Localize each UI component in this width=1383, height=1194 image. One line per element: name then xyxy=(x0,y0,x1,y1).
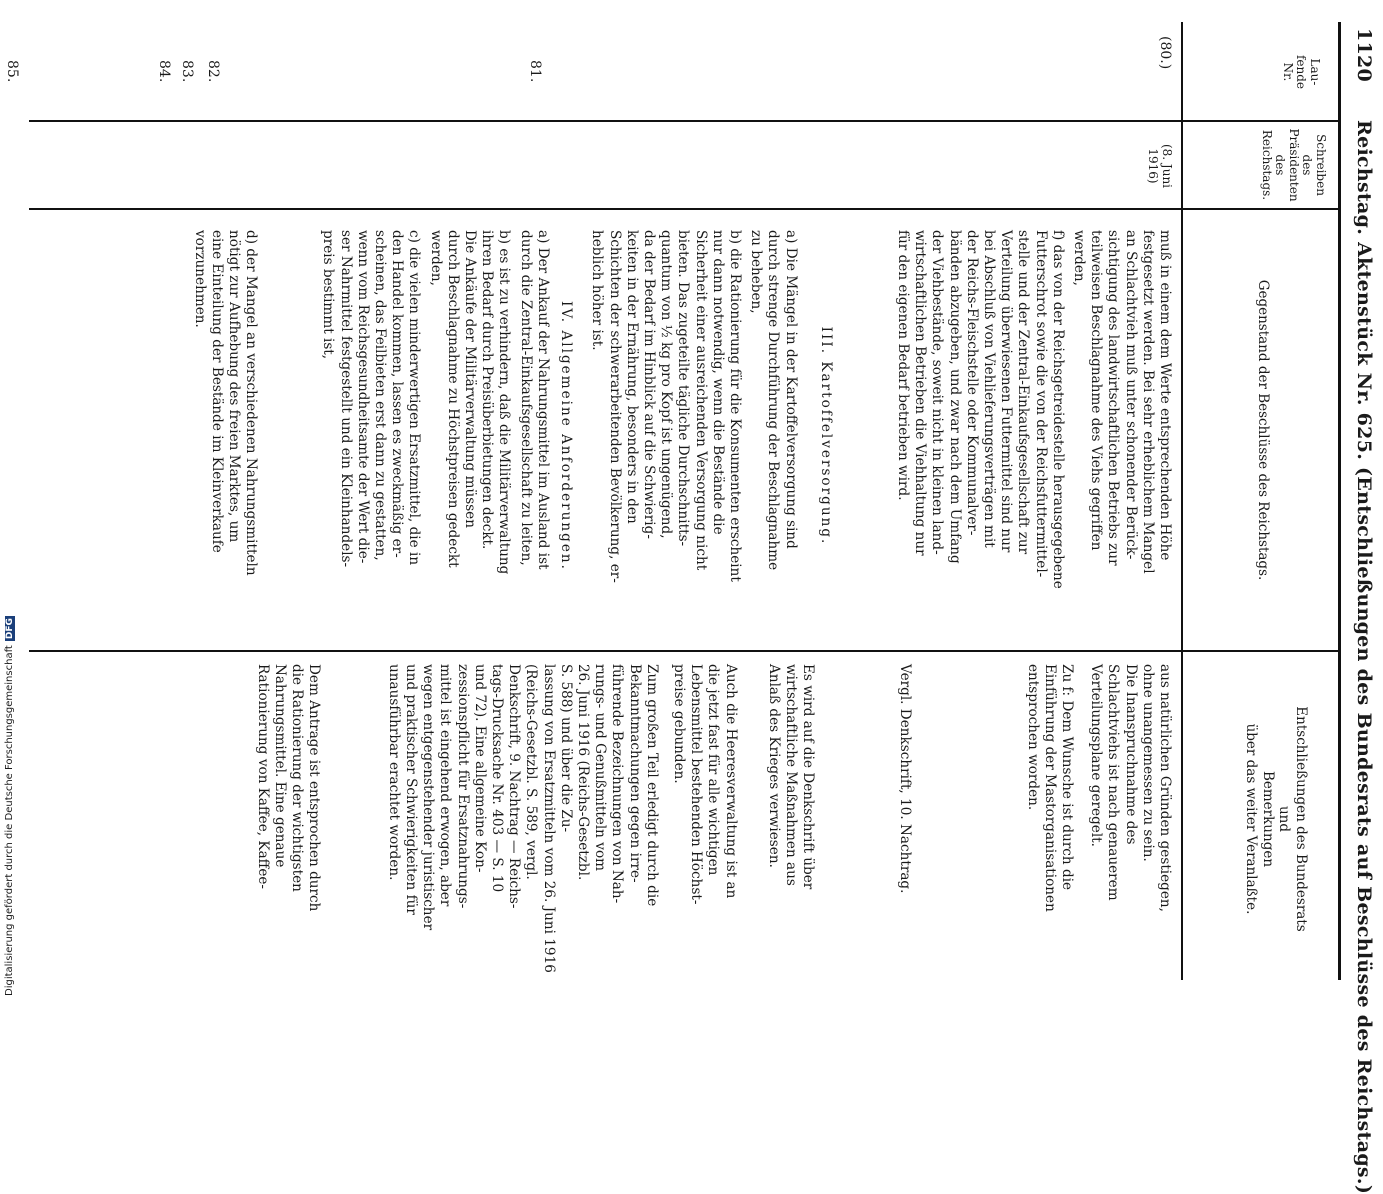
right-text-line: führende Bezeichnungen von Nah- xyxy=(609,664,626,904)
middle-text-line: teilweisen Beschlagnahme des Viehs gegriffen xyxy=(1088,230,1105,551)
table-header-rule xyxy=(1181,22,1183,980)
right-text-line: Dem Antrage ist entsprochen durch xyxy=(306,664,323,912)
middle-text-line: nötigt zur Aufhebung des freien Marktes, um xyxy=(226,230,243,543)
right-text-line: Einführung der Mastorganisationen xyxy=(1041,664,1058,912)
middle-text-line: heblich höher ist. xyxy=(589,230,606,351)
middle-text-line: bei Abschluß von Viehlieferungsverträgen mit xyxy=(980,230,997,548)
right-text-line: entsprochen worden. xyxy=(1024,664,1041,811)
right-text-line: tags-Drucksache Nr. 403 — S. 10 xyxy=(488,664,505,893)
dfg-credit: Digitalisierung gefördert durch die Deutsche ForschungsgemeinschaftDFG xyxy=(4,618,15,996)
row-date-80: (8. Juni 1916) xyxy=(1146,143,1174,189)
right-text-line: preise gebunden. xyxy=(670,664,687,784)
col-divider-3 xyxy=(29,650,1339,652)
right-text-line: Anlaß des Krieges verwiesen. xyxy=(765,664,782,868)
middle-text-line: b) die Rationierung für die Konsumenten erscheint xyxy=(726,230,743,582)
middle-text-line: f) das von der Reichsgetreidestelle herausgegebene xyxy=(1049,230,1066,589)
middle-text-line: Schichten der schwerarbeitenden Bevölkerung, er- xyxy=(606,230,623,583)
middle-text-line: sichtigung des landwirtschaftlichen Betriebs zur xyxy=(1105,230,1122,566)
middle-text-line: durch Beschlagnahme zu Höchstpreisen gedeckt xyxy=(444,230,461,568)
right-text-line: zessionspflicht für Ersatznahrungs- xyxy=(454,664,471,909)
middle-text-line: zu beheben, xyxy=(748,230,765,314)
right-text-line: rungs- und Genußmitteln vom xyxy=(592,664,609,872)
middle-text-line: der Viehbestände, soweit nicht in kleinen land- xyxy=(929,230,946,555)
right-text-line: 26. Juni 1916 (Reichs-Gesetzbl. xyxy=(574,664,591,881)
middle-text-line: werden, xyxy=(1070,230,1087,287)
middle-text-line: bieten. Das zugeteilte tägliche Durchschnitts- xyxy=(675,230,692,547)
row-number-80: (80.) xyxy=(1157,36,1173,70)
col-head-entschliessungen: Entschließungen des Bundesrats und Bemerkungen über das weiter Veranlaßte. xyxy=(1243,706,1309,932)
right-text-line: Es wird auf die Denkschrift über xyxy=(800,664,817,890)
right-column-text xyxy=(254,664,1173,982)
middle-text-line: der Reichs-Fleischstelle oder Kommunalver- xyxy=(963,230,980,536)
dfg-logo: DFG xyxy=(5,618,15,640)
middle-text-line: werden, xyxy=(427,230,444,287)
right-text-line: Schlachtviehs ist nach genauerem xyxy=(1105,664,1122,901)
middle-text-line: ser Nahrmittel festgestellt und ein Kleinhandels- xyxy=(337,230,354,568)
middle-text-line: muß in einem dem Werte entsprechenden Höhe xyxy=(1157,230,1173,561)
right-text-line: die Rationierung der wichtigsten xyxy=(289,664,306,892)
right-text-line: (Reichs-Gesetzbl. S. 589, vergl. xyxy=(523,664,540,880)
middle-text-line: festgesetzt werden. Bei sehr erheblichem Mangel xyxy=(1139,230,1156,574)
middle-text-line: b) es ist zu verhindern, daß die Militärverwaltung xyxy=(496,230,513,575)
middle-text-line: scheinen, das Feilbieten erst dann zu gestatten, xyxy=(372,230,389,561)
col-head-lfd-nr: Lau- fende Nr. xyxy=(1281,54,1322,90)
right-text-line: Nahrungsmittel. Eine genaue xyxy=(272,664,289,868)
col-head-gegenstand: Gegenstand der Beschlüsse des Reichstags. xyxy=(1255,279,1271,581)
right-text-line: unausführbar erachtet worden. xyxy=(385,664,402,881)
middle-text-line: wirtschaftlichen Betrieben die Viehhaltung nur xyxy=(912,230,929,556)
middle-text-line: III. Kartoffelversorgung. xyxy=(817,326,834,546)
right-text-line: lassung von Ersatzmitteln vom 26. Juni 1916 xyxy=(540,664,557,973)
col-divider-2 xyxy=(29,208,1339,210)
right-text-line: Die Inanspruchnahme des xyxy=(1122,664,1139,845)
middle-text-line: a) Die Mängel in der Kartoffelversorgung sind xyxy=(782,230,799,549)
middle-text-line: Verteilung überwiesenen Futtermittel sind nur xyxy=(998,230,1015,553)
right-text-line: Rationierung von Kaffee, Kaffee- xyxy=(254,664,271,890)
middle-text-line: vorzunehmen. xyxy=(191,230,208,328)
right-text-line: Auch die Heeresverwaltung ist an xyxy=(722,664,739,899)
right-text-line: Vergl. Denkschrift, 10. Nachtrag. xyxy=(897,664,914,894)
middle-column-text xyxy=(190,230,1173,642)
middle-text-line: durch die Zentral-Einkaufsgesellschaft zu leiten, xyxy=(517,230,534,566)
middle-text-line: da der Bedarf im Hinblick auf die Schwierig- xyxy=(640,230,657,539)
right-text-line: Zum großen Teil erledigt durch die xyxy=(643,664,660,907)
middle-text-line: durch strenge Durchführung der Beschlagnahme xyxy=(765,230,782,571)
right-text-line: Denkschrift, 9. Nachtrag — Reichs- xyxy=(506,664,523,909)
middle-text-line: keiten in der Ernährung, besonders in den xyxy=(623,230,640,524)
row-number-85: 85. xyxy=(4,60,20,83)
right-text-line: wegen entgegenstehender juristischer xyxy=(420,664,437,931)
right-text-line: S. 588) und über die Zu- xyxy=(557,664,574,833)
middle-text-line: ihren Bedarf durch Preisüberbietungen deckt. xyxy=(479,230,496,550)
col-head-schreiben: Schreiben des Präsidenten des Reichstags. xyxy=(1260,128,1328,202)
middle-text-line: c) die vielen minderwertigen Ersatzmittel, die in xyxy=(406,230,423,566)
middle-text-line: nur dann notwendig, wenn die Bestände die xyxy=(709,230,726,535)
row-number-84: 84. xyxy=(156,60,172,83)
right-text-line: ohne unangemessen zu sein. xyxy=(1139,664,1156,862)
middle-text-line: IV. Allgemeine Anforderungen. xyxy=(558,301,575,571)
right-text-line: Bekanntmachungen gegen irre- xyxy=(626,664,643,883)
middle-text-line: Futterschrot sowie die von der Reichsfuttermittel- xyxy=(1032,230,1049,578)
right-text-line: aus natürlichen Gründen gestiegen, xyxy=(1157,664,1173,913)
middle-text-line: a) Der Ankauf der Nahrungsmittel im Ausland ist xyxy=(534,230,551,570)
right-text-line: und 72). Eine allgemeine Kon- xyxy=(471,664,488,873)
row-number-81: 81. xyxy=(527,60,543,83)
page-title: Reichstag. Aktenstück Nr. 625. (Entschließungen des Bundesrats auf Beschlüsse des Reichstags.) xyxy=(1353,120,1375,1194)
middle-text-line: d) der Mangel an verschiedenen Nahrungsmitteln xyxy=(243,230,260,576)
header-rule xyxy=(1338,22,1341,980)
middle-text-line: bänden abzugeben, und zwar nach dem Umfang xyxy=(946,230,963,564)
page-number: 1120 xyxy=(1353,28,1375,83)
row-number-83: 83. xyxy=(179,60,195,83)
middle-text-line: Die Ankäufe der Militärverwaltung müssen xyxy=(462,230,479,528)
middle-text-line: wenn vom Reichsgesundheitsamte der Wert die- xyxy=(354,230,371,564)
middle-text-line: eine Einteilung der Bestände im Kleinverkaufe xyxy=(208,230,225,553)
middle-text-line: für den eigenen Bedarf betrieben wird. xyxy=(894,230,911,501)
right-text-line: wirtschaftliche Maßnahmen aus xyxy=(782,664,799,886)
middle-text-line: an Schlachtvieh muß unter schonender Berück- xyxy=(1122,230,1139,560)
right-text-line: Lebensmittel bestehenden Höchst- xyxy=(688,664,705,905)
col-divider-1 xyxy=(29,120,1339,122)
row-number-82: 82. xyxy=(205,60,221,83)
right-text-line: die jetzt fast für alle wichtigen xyxy=(705,664,722,876)
middle-text-line: den Handel kommen, lassen es zweckmäßig er- xyxy=(389,230,406,558)
right-text-line: mittel ist eingehend erwogen, aber xyxy=(437,664,454,907)
right-text-line: Zu f: Dem Wunsche ist durch die xyxy=(1058,664,1075,891)
right-text-line: Verteilungsplane geregelt. xyxy=(1088,664,1105,847)
middle-text-line: stelle und der Zentral-Einkaufsgesellschaft zur xyxy=(1015,230,1032,555)
right-text-line: und praktischer Schwierigkeiten für xyxy=(402,664,419,915)
middle-text-line: preis bestimmt ist, xyxy=(320,230,337,360)
middle-text-line: Sicherheit einer ausreichenden Versorgung nicht xyxy=(692,230,709,571)
middle-text-line: quantum von ½ kg pro Kopf ist ungenügend, xyxy=(658,230,675,539)
